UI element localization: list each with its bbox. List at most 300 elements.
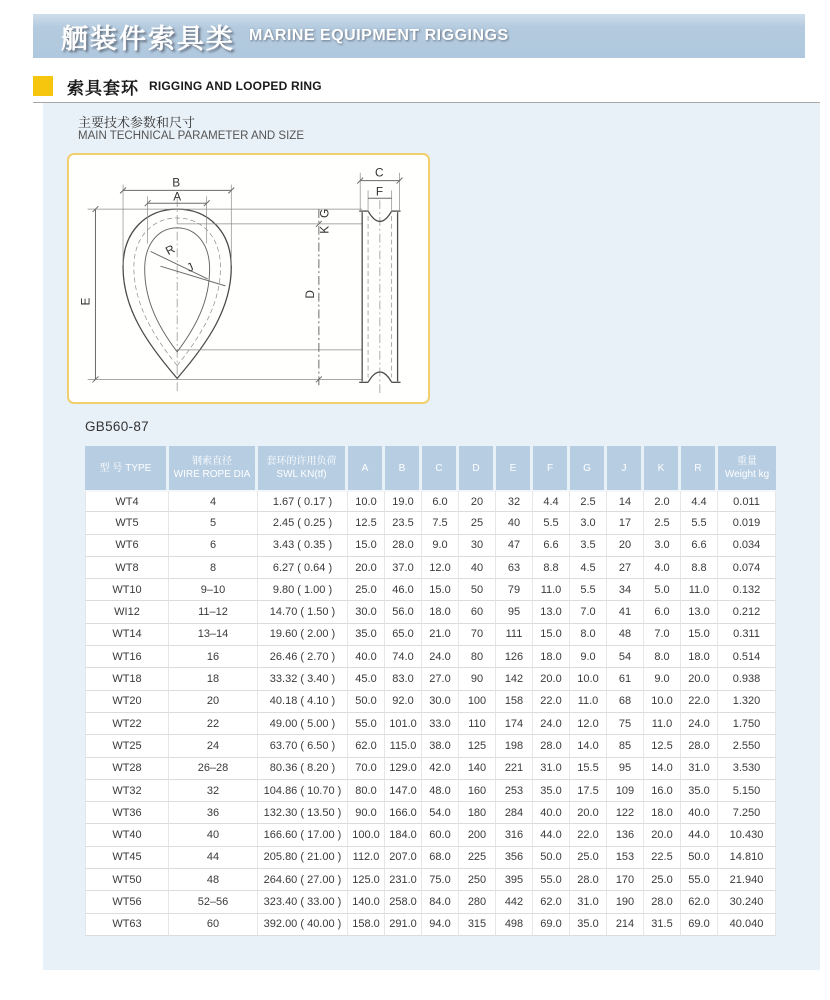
table-cell-swl: 323.40 ( 33.00 ) <box>258 891 348 913</box>
table-cell-B: 23.5 <box>385 512 422 534</box>
table-cell-E: 79 <box>496 579 533 601</box>
table-cell-type: WT32 <box>85 780 169 802</box>
table-cell-B: 92.0 <box>385 691 422 713</box>
table-cell-type: WT50 <box>85 869 169 891</box>
table-cell-swl: 80.36 ( 8.20 ) <box>258 758 348 780</box>
table-cell-G: 17.5 <box>570 780 607 802</box>
table-cell-E: 221 <box>496 758 533 780</box>
table-body <box>85 490 776 936</box>
table-row <box>85 668 776 690</box>
table-cell-F: 55.0 <box>533 869 570 891</box>
table-cell-J: 153 <box>607 847 644 869</box>
dim-label-R: R <box>163 241 178 259</box>
table-cell-dia: 32 <box>169 780 258 802</box>
dim-label-F: F <box>375 184 384 199</box>
table-cell-weight: 14.810 <box>718 847 776 869</box>
table-cell-K: 31.5 <box>644 914 681 936</box>
column-header-G: G <box>570 446 607 490</box>
table-cell-F: 18.0 <box>533 646 570 668</box>
table-cell-D: 250 <box>459 869 496 891</box>
table-row <box>85 869 776 891</box>
table-cell-B: 231.0 <box>385 869 422 891</box>
table-cell-type: WT10 <box>85 579 169 601</box>
dim-label-K: K <box>317 225 332 234</box>
table-cell-dia: 48 <box>169 869 258 891</box>
table-cell-F: 44.0 <box>533 824 570 846</box>
technical-drawing-box <box>67 153 430 404</box>
table-cell-E: 198 <box>496 735 533 757</box>
table-cell-swl: 9.80 ( 1.00 ) <box>258 579 348 601</box>
table-cell-J: 27 <box>607 557 644 579</box>
table-cell-D: 50 <box>459 579 496 601</box>
table-cell-G: 9.0 <box>570 646 607 668</box>
table-cell-dia: 26–28 <box>169 758 258 780</box>
table-cell-D: 110 <box>459 713 496 735</box>
table-row <box>85 713 776 735</box>
table-cell-C: 33.0 <box>422 713 459 735</box>
table-cell-G: 7.0 <box>570 601 607 623</box>
table-cell-swl: 2.45 ( 0.25 ) <box>258 512 348 534</box>
table-cell-C: 60.0 <box>422 824 459 846</box>
table-cell-K: 3.0 <box>644 535 681 557</box>
table-row <box>85 891 776 913</box>
table-cell-A: 100.0 <box>348 824 385 846</box>
table-cell-D: 225 <box>459 847 496 869</box>
table-cell-D: 30 <box>459 535 496 557</box>
column-header-type: 型 号 TYPE <box>85 446 169 490</box>
table-cell-R: 6.6 <box>681 535 718 557</box>
table-cell-swl: 14.70 ( 1.50 ) <box>258 601 348 623</box>
table-cell-dia: 16 <box>169 646 258 668</box>
table-cell-A: 15.0 <box>348 535 385 557</box>
section-title-en: RIGGING AND LOOPED RING <box>149 79 322 93</box>
table-cell-J: 61 <box>607 668 644 690</box>
thimble-technical-drawing <box>69 155 428 402</box>
table-cell-swl: 63.70 ( 6.50 ) <box>258 735 348 757</box>
table-cell-E: 174 <box>496 713 533 735</box>
table-cell-E: 95 <box>496 601 533 623</box>
table-cell-R: 22.0 <box>681 691 718 713</box>
dim-label-D: D <box>302 290 317 299</box>
table-cell-A: 50.0 <box>348 691 385 713</box>
table-cell-K: 10.0 <box>644 691 681 713</box>
table-cell-D: 90 <box>459 668 496 690</box>
table-cell-G: 4.5 <box>570 557 607 579</box>
table-cell-J: 122 <box>607 802 644 824</box>
table-cell-B: 19.0 <box>385 490 422 512</box>
table-cell-B: 37.0 <box>385 557 422 579</box>
table-cell-weight: 0.074 <box>718 557 776 579</box>
table-cell-C: 12.0 <box>422 557 459 579</box>
table-cell-C: 94.0 <box>422 914 459 936</box>
table-row <box>85 802 776 824</box>
table-cell-G: 8.0 <box>570 624 607 646</box>
column-header-swl: 套环的许用负荷 SWL KN(tf) <box>258 446 348 490</box>
table-cell-G: 14.0 <box>570 735 607 757</box>
table-cell-A: 35.0 <box>348 624 385 646</box>
table-cell-dia: 9–10 <box>169 579 258 601</box>
dim-label-B: B <box>172 175 181 190</box>
table-cell-J: 170 <box>607 869 644 891</box>
table-cell-F: 62.0 <box>533 891 570 913</box>
table-cell-E: 158 <box>496 691 533 713</box>
table-cell-dia: 13–14 <box>169 624 258 646</box>
table-cell-E: 111 <box>496 624 533 646</box>
table-cell-B: 65.0 <box>385 624 422 646</box>
table-row <box>85 691 776 713</box>
table-cell-K: 12.5 <box>644 735 681 757</box>
table-cell-E: 316 <box>496 824 533 846</box>
table-row <box>85 624 776 646</box>
column-header-D: D <box>459 446 496 490</box>
table-cell-weight: 0.311 <box>718 624 776 646</box>
table-cell-B: 46.0 <box>385 579 422 601</box>
table-cell-swl: 40.18 ( 4.10 ) <box>258 691 348 713</box>
table-cell-R: 13.0 <box>681 601 718 623</box>
table-cell-B: 207.0 <box>385 847 422 869</box>
table-cell-swl: 3.43 ( 0.35 ) <box>258 535 348 557</box>
table-cell-swl: 6.27 ( 0.64 ) <box>258 557 348 579</box>
table-cell-B: 258.0 <box>385 891 422 913</box>
table-cell-A: 140.0 <box>348 891 385 913</box>
table-cell-J: 41 <box>607 601 644 623</box>
table-cell-D: 160 <box>459 780 496 802</box>
table-header-row <box>85 446 776 490</box>
table-cell-C: 84.0 <box>422 891 459 913</box>
dim-label-J: J <box>184 259 196 275</box>
table-cell-G: 31.0 <box>570 891 607 913</box>
table-cell-K: 2.0 <box>644 490 681 512</box>
table-cell-C: 75.0 <box>422 869 459 891</box>
dim-label-A: A <box>173 189 182 204</box>
table-cell-D: 140 <box>459 758 496 780</box>
table-cell-weight: 30.240 <box>718 891 776 913</box>
table-cell-B: 147.0 <box>385 780 422 802</box>
table-cell-weight: 0.034 <box>718 535 776 557</box>
table-cell-R: 50.0 <box>681 847 718 869</box>
column-header-weight: 重量 Weight kg <box>718 446 776 490</box>
table-cell-E: 142 <box>496 668 533 690</box>
table-cell-D: 315 <box>459 914 496 936</box>
table-cell-D: 70 <box>459 624 496 646</box>
column-header-C: C <box>422 446 459 490</box>
table-cell-D: 280 <box>459 891 496 913</box>
table-cell-F: 28.0 <box>533 735 570 757</box>
table-cell-type: WT6 <box>85 535 169 557</box>
table-cell-B: 115.0 <box>385 735 422 757</box>
table-cell-swl: 132.30 ( 13.50 ) <box>258 802 348 824</box>
column-header-dia: 钢索直径 WIRE ROPE DIA <box>169 446 258 490</box>
table-cell-K: 14.0 <box>644 758 681 780</box>
table-cell-F: 4.4 <box>533 490 570 512</box>
column-header-E: E <box>496 446 533 490</box>
table-cell-F: 11.0 <box>533 579 570 601</box>
table-cell-B: 28.0 <box>385 535 422 557</box>
table-cell-B: 83.0 <box>385 668 422 690</box>
table-cell-F: 69.0 <box>533 914 570 936</box>
table-cell-G: 5.5 <box>570 579 607 601</box>
page-title-en: MARINE EQUIPMENT RIGGINGS <box>249 27 509 44</box>
table-cell-R: 62.0 <box>681 891 718 913</box>
table-row <box>85 735 776 757</box>
table-cell-weight: 0.019 <box>718 512 776 534</box>
table-cell-F: 24.0 <box>533 713 570 735</box>
table-cell-G: 25.0 <box>570 847 607 869</box>
table-cell-type: WT4 <box>85 490 169 512</box>
table-cell-A: 80.0 <box>348 780 385 802</box>
table-cell-G: 15.5 <box>570 758 607 780</box>
table-cell-weight: 0.132 <box>718 579 776 601</box>
table-cell-C: 68.0 <box>422 847 459 869</box>
table-row <box>85 535 776 557</box>
table-cell-type: WT5 <box>85 512 169 534</box>
table-cell-J: 14 <box>607 490 644 512</box>
section-header <box>33 72 820 103</box>
table-cell-R: 28.0 <box>681 735 718 757</box>
table-cell-K: 20.0 <box>644 824 681 846</box>
table-cell-A: 55.0 <box>348 713 385 735</box>
table-cell-R: 35.0 <box>681 780 718 802</box>
table-cell-weight: 3.530 <box>718 758 776 780</box>
table-cell-B: 166.0 <box>385 802 422 824</box>
table-cell-E: 356 <box>496 847 533 869</box>
table-cell-E: 284 <box>496 802 533 824</box>
table-cell-A: 112.0 <box>348 847 385 869</box>
table-cell-swl: 264.60 ( 27.00 ) <box>258 869 348 891</box>
table-cell-K: 11.0 <box>644 713 681 735</box>
column-header-R: R <box>681 446 718 490</box>
table-cell-R: 5.5 <box>681 512 718 534</box>
table-cell-D: 200 <box>459 824 496 846</box>
table-cell-A: 20.0 <box>348 557 385 579</box>
table-cell-type: WT25 <box>85 735 169 757</box>
standard-code: GB560-87 <box>85 419 149 434</box>
table-cell-type: WT63 <box>85 914 169 936</box>
column-header-B: B <box>385 446 422 490</box>
table-cell-J: 136 <box>607 824 644 846</box>
table-cell-A: 45.0 <box>348 668 385 690</box>
table-cell-J: 34 <box>607 579 644 601</box>
table-cell-J: 75 <box>607 713 644 735</box>
table-cell-G: 20.0 <box>570 802 607 824</box>
table-cell-C: 7.5 <box>422 512 459 534</box>
table-cell-K: 7.0 <box>644 624 681 646</box>
table-cell-C: 30.0 <box>422 691 459 713</box>
subtitle-en: MAIN TECHNICAL PARAMETER AND SIZE <box>78 130 304 142</box>
table-cell-K: 8.0 <box>644 646 681 668</box>
table-cell-E: 63 <box>496 557 533 579</box>
table-cell-F: 6.6 <box>533 535 570 557</box>
table-cell-dia: 4 <box>169 490 258 512</box>
table-cell-F: 50.0 <box>533 847 570 869</box>
table-cell-A: 158.0 <box>348 914 385 936</box>
table-cell-type: WT16 <box>85 646 169 668</box>
parameters-table <box>85 446 776 936</box>
table-cell-D: 25 <box>459 512 496 534</box>
table-cell-G: 11.0 <box>570 691 607 713</box>
table-cell-A: 12.5 <box>348 512 385 534</box>
table-cell-R: 69.0 <box>681 914 718 936</box>
column-header-K: K <box>644 446 681 490</box>
table-cell-dia: 5 <box>169 512 258 534</box>
table-cell-dia: 44 <box>169 847 258 869</box>
table-cell-type: WT22 <box>85 713 169 735</box>
table-cell-weight: 1.320 <box>718 691 776 713</box>
table-cell-E: 442 <box>496 891 533 913</box>
table-cell-type: WT36 <box>85 802 169 824</box>
table-cell-F: 35.0 <box>533 780 570 802</box>
table-cell-R: 8.8 <box>681 557 718 579</box>
table-cell-D: 60 <box>459 601 496 623</box>
table-cell-weight: 21.940 <box>718 869 776 891</box>
table-cell-swl: 19.60 ( 2.00 ) <box>258 624 348 646</box>
table-cell-dia: 8 <box>169 557 258 579</box>
table-cell-R: 31.0 <box>681 758 718 780</box>
table-cell-D: 40 <box>459 557 496 579</box>
table-cell-A: 40.0 <box>348 646 385 668</box>
page-title-cn: 舾装件索具类 <box>61 23 235 54</box>
table-row <box>85 914 776 936</box>
table-cell-E: 40 <box>496 512 533 534</box>
table-cell-R: 20.0 <box>681 668 718 690</box>
table-cell-swl: 166.60 ( 17.00 ) <box>258 824 348 846</box>
table-cell-B: 129.0 <box>385 758 422 780</box>
table-cell-F: 22.0 <box>533 691 570 713</box>
table-cell-K: 6.0 <box>644 601 681 623</box>
table-cell-dia: 20 <box>169 691 258 713</box>
table-cell-weight: 0.514 <box>718 646 776 668</box>
table-cell-R: 4.4 <box>681 490 718 512</box>
table-cell-swl: 33.32 ( 3.40 ) <box>258 668 348 690</box>
table-cell-type: WI12 <box>85 601 169 623</box>
table-cell-E: 253 <box>496 780 533 802</box>
content-panel <box>43 103 820 970</box>
table-cell-C: 24.0 <box>422 646 459 668</box>
table-cell-B: 184.0 <box>385 824 422 846</box>
table-cell-E: 32 <box>496 490 533 512</box>
table-cell-J: 85 <box>607 735 644 757</box>
table-cell-R: 15.0 <box>681 624 718 646</box>
table-cell-swl: 49.00 ( 5.00 ) <box>258 713 348 735</box>
column-header-A: A <box>348 446 385 490</box>
table-cell-dia: 40 <box>169 824 258 846</box>
table-cell-J: 48 <box>607 624 644 646</box>
table-cell-type: WT40 <box>85 824 169 846</box>
table-cell-G: 3.5 <box>570 535 607 557</box>
table-cell-dia: 6 <box>169 535 258 557</box>
table-cell-type: WT18 <box>85 668 169 690</box>
table-cell-weight: 0.212 <box>718 601 776 623</box>
table-cell-K: 16.0 <box>644 780 681 802</box>
table-cell-E: 395 <box>496 869 533 891</box>
table-cell-B: 74.0 <box>385 646 422 668</box>
table-row <box>85 824 776 846</box>
table-cell-K: 28.0 <box>644 891 681 913</box>
table-cell-F: 20.0 <box>533 668 570 690</box>
table-cell-J: 95 <box>607 758 644 780</box>
table-cell-A: 30.0 <box>348 601 385 623</box>
table-cell-weight: 40.040 <box>718 914 776 936</box>
table-cell-G: 28.0 <box>570 869 607 891</box>
table-row <box>85 646 776 668</box>
table-cell-swl: 1.67 ( 0.17 ) <box>258 490 348 512</box>
table-cell-F: 40.0 <box>533 802 570 824</box>
table-row <box>85 557 776 579</box>
table-cell-C: 21.0 <box>422 624 459 646</box>
dim-label-C: C <box>374 165 384 180</box>
table-cell-weight: 0.011 <box>718 490 776 512</box>
column-header-J: J <box>607 446 644 490</box>
table-cell-swl: 104.86 ( 10.70 ) <box>258 780 348 802</box>
table-cell-A: 25.0 <box>348 579 385 601</box>
section-title-cn: 索具套环 <box>67 78 139 98</box>
table-cell-G: 12.0 <box>570 713 607 735</box>
table-cell-C: 27.0 <box>422 668 459 690</box>
table-row <box>85 512 776 534</box>
table-cell-dia: 60 <box>169 914 258 936</box>
table-cell-D: 100 <box>459 691 496 713</box>
section-marker-icon <box>33 76 53 96</box>
table-cell-K: 9.0 <box>644 668 681 690</box>
table-cell-weight: 2.550 <box>718 735 776 757</box>
table-cell-D: 180 <box>459 802 496 824</box>
table-cell-R: 55.0 <box>681 869 718 891</box>
table-cell-K: 4.0 <box>644 557 681 579</box>
table-cell-type: WT45 <box>85 847 169 869</box>
table-cell-J: 17 <box>607 512 644 534</box>
table-cell-G: 10.0 <box>570 668 607 690</box>
dim-label-E: E <box>78 297 93 306</box>
table-cell-J: 68 <box>607 691 644 713</box>
table-cell-weight: 10.430 <box>718 824 776 846</box>
table-cell-type: WT20 <box>85 691 169 713</box>
table-cell-K: 5.0 <box>644 579 681 601</box>
table-cell-B: 291.0 <box>385 914 422 936</box>
table-cell-G: 3.0 <box>570 512 607 534</box>
table-cell-type: WT56 <box>85 891 169 913</box>
table-cell-E: 47 <box>496 535 533 557</box>
table-cell-J: 54 <box>607 646 644 668</box>
table-cell-F: 5.5 <box>533 512 570 534</box>
table-cell-G: 2.5 <box>570 490 607 512</box>
table-cell-C: 9.0 <box>422 535 459 557</box>
table-cell-C: 42.0 <box>422 758 459 780</box>
table-row <box>85 490 776 512</box>
table-cell-J: 214 <box>607 914 644 936</box>
table-cell-weight: 0.938 <box>718 668 776 690</box>
table-cell-A: 90.0 <box>348 802 385 824</box>
table-row <box>85 758 776 780</box>
table-cell-dia: 22 <box>169 713 258 735</box>
table-cell-type: WT8 <box>85 557 169 579</box>
table-cell-K: 2.5 <box>644 512 681 534</box>
table-cell-F: 15.0 <box>533 624 570 646</box>
table-cell-swl: 26.46 ( 2.70 ) <box>258 646 348 668</box>
table-row <box>85 847 776 869</box>
table-cell-J: 20 <box>607 535 644 557</box>
table-cell-C: 6.0 <box>422 490 459 512</box>
table-cell-K: 18.0 <box>644 802 681 824</box>
table-cell-D: 125 <box>459 735 496 757</box>
table-cell-dia: 18 <box>169 668 258 690</box>
column-header-F: F <box>533 446 570 490</box>
table-cell-A: 62.0 <box>348 735 385 757</box>
table-cell-F: 8.8 <box>533 557 570 579</box>
table-cell-E: 126 <box>496 646 533 668</box>
table-cell-R: 11.0 <box>681 579 718 601</box>
table-cell-B: 56.0 <box>385 601 422 623</box>
table-cell-K: 22.5 <box>644 847 681 869</box>
